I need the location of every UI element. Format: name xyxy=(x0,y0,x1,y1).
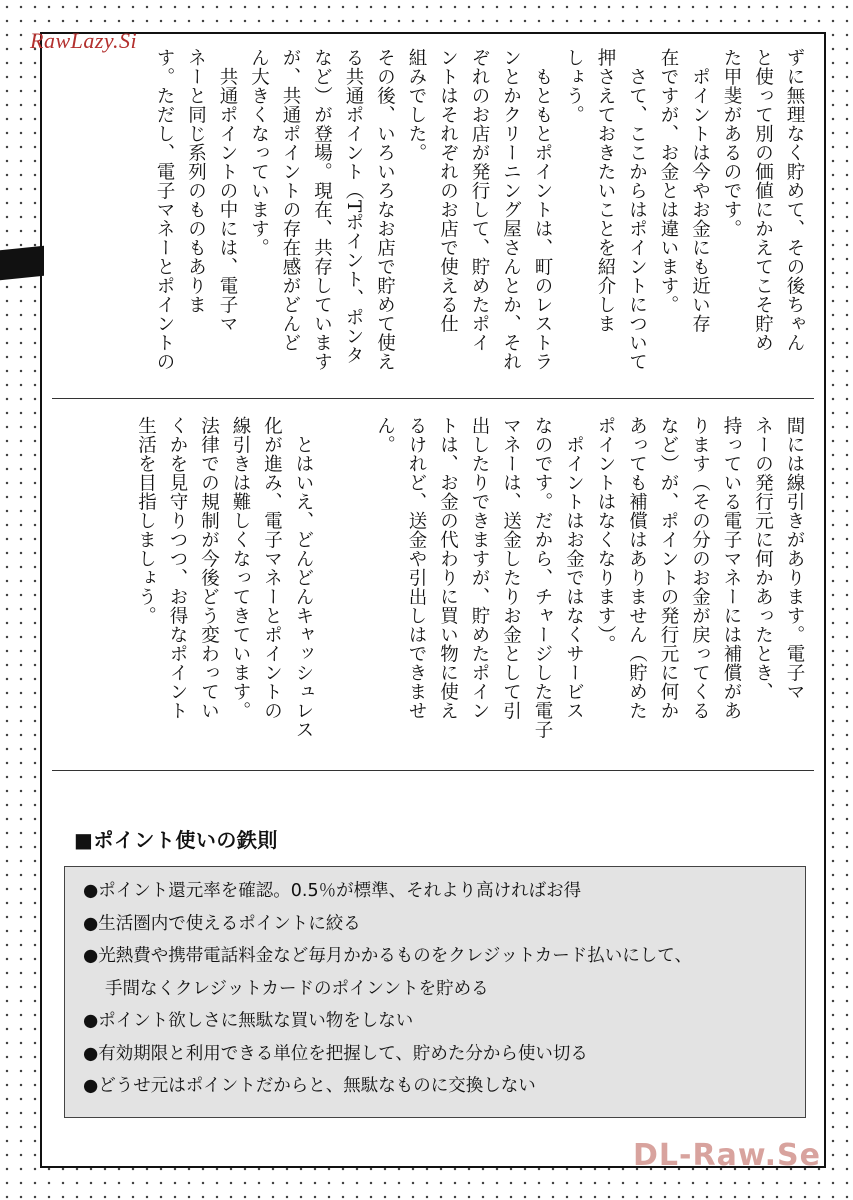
paragraph-common-points: その後、いろいろなお店で貯めて使え る共通ポイント（Tポイント、ポンタ など）が登場。現在、共存しています が、共通ポイントの存在感がどんど ん大きくなっています。 xyxy=(248,48,396,371)
rule-item: ●生活圏内で使えるポイントに絞る xyxy=(83,913,361,934)
paragraph-emoney-series: 共通ポイントの中には、電子マ ネーと同じ系列のものもありま す。ただし、電子マネーとポイントの xyxy=(154,48,238,371)
paragraph-points-vs-money: ポイントは今やお金にも近い存 在ですが、お金とは違います。 xyxy=(658,48,711,333)
paragraph-cashless: とはいえ、どんどんキャッシュレス 化が進み、電子マネーとポイントの 線引きは難しくなってきています。 法律での規制が今後どう変わってい くかを見守りつつ、お得なポイント 生活を目指しましょう。 xyxy=(135,416,314,739)
paragraph-saving-value: ずに無理なく貯めて、その後ちゃん と使って別の価値にかえてこそ貯め た甲斐があるのです。 xyxy=(721,48,805,352)
rule-item: ●光熱費や携帯電話料金など毎月かかるものをクレジットカード払いにして、 xyxy=(83,946,692,966)
rule-item: ●有効期限と利用できる単位を把握して、貯めた分から使い切る xyxy=(83,1043,588,1064)
rule-item-continuation: 手間なくクレジットカードのポインントを貯める xyxy=(105,978,489,999)
rule-item: ●どうせ元はポイントだからと、無駄なものに交換しない xyxy=(83,1076,536,1096)
rules-box xyxy=(64,866,806,1118)
rule-item: ●ポイント還元率を確認。0.5％が標準、それより高ければお得 xyxy=(83,881,582,901)
top-text-section xyxy=(58,48,810,398)
article-panel xyxy=(40,32,826,1168)
rules-heading: ■ポイント使いの鉄則 xyxy=(74,828,278,852)
watermark-top: RawLazy.Si xyxy=(30,28,138,53)
rule-item: ●ポイント欲しさに無駄な買い物をしない xyxy=(83,1011,414,1031)
side-decoration-bar xyxy=(0,246,44,281)
divider-bottom xyxy=(52,770,814,771)
paragraph-store-points: もともとポイントは、町のレストラ ンとかクリーニング屋さんとか、それ ぞれのお店が発行して、貯めたポイ ントはそれぞれのお店で使える仕 組みでした。 xyxy=(406,48,553,371)
middle-text-section xyxy=(58,416,810,766)
paragraph-compensation: 間には線引きがあります。電子マ ネーの発行元に何かあったとき、 持っている電子マネーには補償があ ります（その分のお金が戻ってくる など）が、ポイントの発行元に何か あっても補償はありません（貯めた ポイントはなくなります）。 xyxy=(595,416,805,720)
watermark-bottom: DL-Raw.Se xyxy=(633,1138,821,1173)
paragraph-service: ポイントはお金ではなくサービス なのです。だから、チャージした電子 マネーは、送金したりお金として引 出したりできますが、貯めたポイン トは、お金の代わりに買い物に使え るけれど、送金や引出しはできませ ん。 xyxy=(374,416,585,739)
divider-top xyxy=(52,398,814,399)
paragraph-introduction: さて、ここからはポイントについて 押さえておきたいことを紹介しま しょう。 xyxy=(563,48,648,371)
